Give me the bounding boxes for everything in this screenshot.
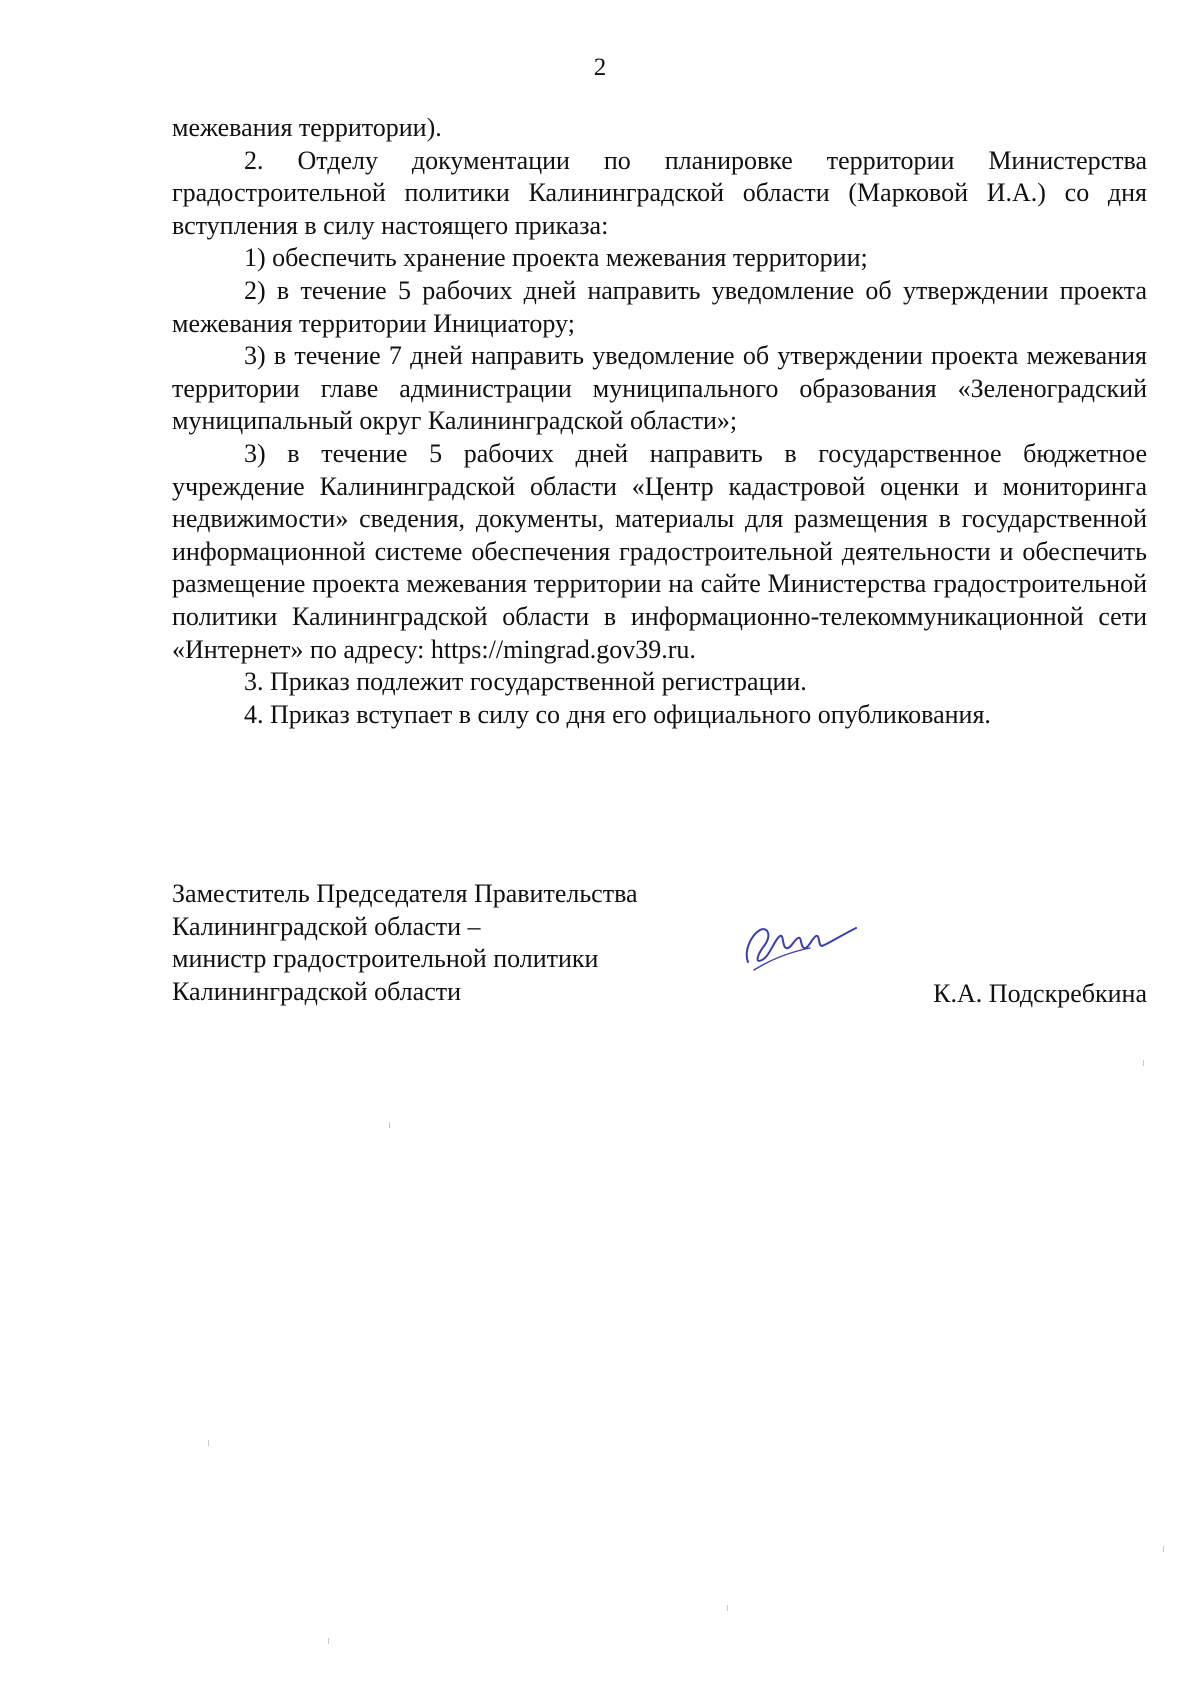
document-body (172, 112, 1147, 731)
scan-speck (208, 1440, 209, 1446)
page-number: 2 (593, 54, 607, 81)
paragraph-continuation: межевания территории). (172, 113, 442, 142)
signatory-position-line: Калининградской области (172, 976, 462, 1006)
paragraph-subitem-3b: 3) в течение 5 рабочих дней направить в государственное бюджетное учреждение Калининградской области «Центр кадастровой оценки и мониторинга недвижимости» сведения, документы, материалы для размещения в государственной информационной системе обеспечения градостроительной деятельности и обеспечить размещение проекта межевания территории на сайте Министерства градостроительной политики Калининградской области в информационно-телекоммуникационной сети «Интернет» по адресу: https://mingrad.gov39.ru. (172, 438, 1147, 664)
scan-speck (1143, 1060, 1144, 1066)
signatory-position-line: Калининградской области – (172, 911, 481, 941)
paragraph-subitem-2: 2) в течение 5 рабочих дней направить уведомление об утверждении проекта межевания территории Инициатору; (172, 275, 1147, 338)
scan-speck (727, 1605, 728, 1611)
scan-speck (328, 1638, 329, 1644)
scan-speck (389, 1122, 390, 1128)
signatory-position-line: министр градостроительной политики (172, 944, 599, 974)
paragraph-item-3: 3. Приказ подлежит государственной регистрации. (244, 667, 807, 697)
paragraph-item-4: 4. Приказ вступает в силу со дня его официального опубликования. (244, 699, 991, 729)
signatory-name: К.А. Подскребкина (933, 979, 1147, 1008)
handwritten-signature (740, 900, 860, 980)
signatory-position-line: Заместитель Председателя Правительства (172, 879, 638, 908)
paragraph-subitem-1: 1) обеспечить хранение проекта межевания территории; (244, 243, 868, 273)
paragraph-item-2: 2. Отделу документации по планировке территории Министерства градостроительной политики Калининградской области (Марковой И.А.) со дня вступления в силу настоящего приказа: (172, 145, 1147, 240)
paragraph-subitem-3a: 3) в течение 7 дней направить уведомление об утверждении проекта межевания территории главе администрации муниципального образования «Зеленоградский муниципальный округ Калининградской области»; (172, 341, 1147, 436)
scan-speck (1163, 1546, 1164, 1552)
